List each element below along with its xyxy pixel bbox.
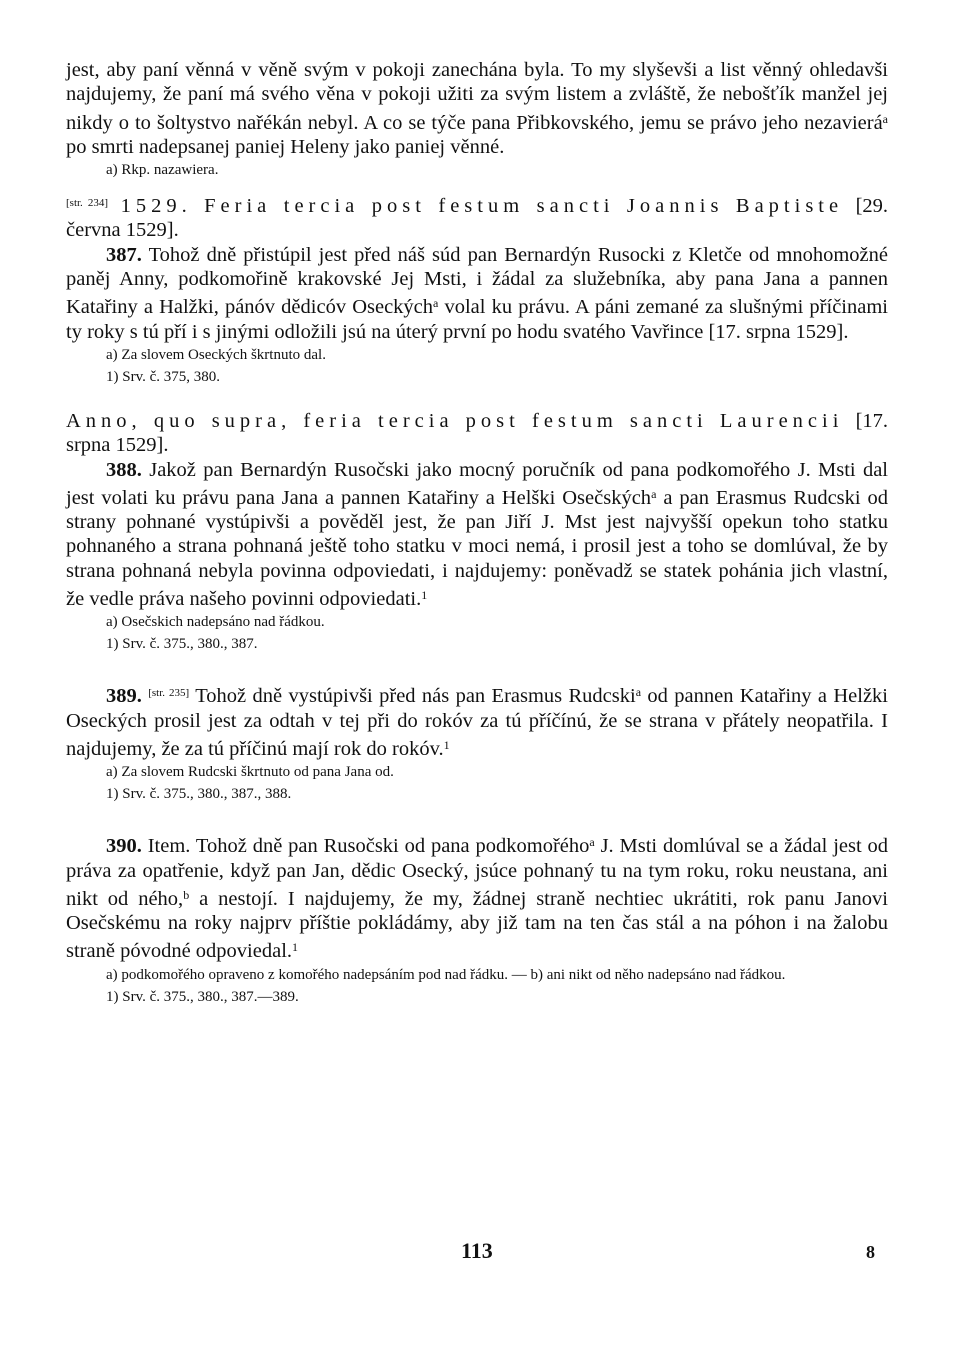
entry-heading bbox=[66, 191, 888, 243]
footnote-text: Za slovem Oseckých škrtnuto dal. bbox=[121, 346, 326, 363]
reference-mark: 1 bbox=[443, 737, 450, 752]
document-page bbox=[66, 58, 888, 1008]
footnote-mark: a) bbox=[106, 614, 118, 631]
note-mark: a bbox=[635, 685, 642, 700]
note-mark: a bbox=[589, 835, 595, 850]
text: jest, aby paní věnná v věně svým v pokoji zanechána byla. To my slyševši a list věnný ohledavši najdujemy, že paní má svého věna v pokoji užiti za svým listem a zvláště, že nebošťík manžel jej nikdy o to šoltystvo nařékán nebyl. A co se týče pana Přibkovského, jemu se právo jeho nezavierá bbox=[66, 59, 888, 134]
note-mark: a bbox=[882, 111, 888, 126]
entry-390 bbox=[66, 830, 888, 963]
note-mark: b bbox=[183, 887, 190, 902]
footnote-text: podkomořého opraveno z komořého nadepsáním pod nad řádku. — b) ani nikt od něho nadepsáno nad řádkou. bbox=[121, 966, 786, 983]
footnote-text: Za slovem Rudcski škrtnuto od pana Jana od. bbox=[121, 764, 394, 781]
page-footer bbox=[0, 1238, 960, 1268]
text: Jakož pan Bernardýn Rusočski jako mocný poručník od pana podkomořého J. Msti dal jest volati ku právu pana Jana a pannen Katařiny a Helški Osečských bbox=[66, 458, 889, 509]
footnote bbox=[66, 633, 888, 655]
footnote-text: Srv. č. 375, 380. bbox=[122, 368, 221, 385]
entry-number: 387. bbox=[106, 243, 142, 266]
reference-mark: 1 bbox=[292, 940, 299, 955]
footnote bbox=[66, 986, 888, 1008]
entry-number: 389. bbox=[106, 685, 142, 708]
reference-mark: 1 bbox=[421, 588, 428, 603]
footnote-mark: a) bbox=[106, 966, 118, 983]
footnote-mark: 1) bbox=[106, 368, 119, 385]
footnote-text: Srv. č. 375., 380., 387.—389. bbox=[122, 988, 299, 1005]
footnote bbox=[66, 159, 888, 181]
heading-text: Anno, quo supra, feria tercia post festum sancti Laurencii bbox=[66, 409, 844, 432]
margin-page-ref: [str. 235] bbox=[148, 687, 190, 700]
note-mark: a bbox=[433, 296, 439, 311]
page-number: 113 bbox=[461, 1238, 493, 1263]
footnote-mark: a) bbox=[106, 764, 118, 781]
entry-387 bbox=[66, 243, 888, 344]
footnote-text: Srv. č. 375., 380., 387. bbox=[122, 636, 258, 653]
heading-text: 1529. Feria tercia post festum sancti Joannis Baptiste bbox=[120, 195, 844, 218]
footnote bbox=[66, 964, 888, 986]
entry-389 bbox=[66, 680, 888, 761]
footnote-text: Osečskich nadepsáno nad řádkou. bbox=[121, 614, 325, 631]
text: Tohož dně přistúpil jest před náš súd pan Bernardýn Rusocki z Kletče od mnohomožné paněj Anny, podkomořině krakovské Jej Msti, i žádal za služebníka, aby pana Jana a pannen Katařiny a Halžki, pánóv dědicóv Oseckých bbox=[66, 243, 888, 319]
margin-page-ref: [str. 234] bbox=[66, 197, 109, 210]
footnote bbox=[66, 344, 888, 366]
footnote-mark: a) bbox=[106, 346, 118, 363]
text: J. Msti domlúval se a žádal jest od práva za opatřenie, když pan Jan, dědic Osecký, jsúce pohnaný tu na tym roku, roku neustana, ani nikt od ného, bbox=[66, 835, 889, 910]
text: a pan Erasmus Rudcski od strany pohnané vystúpivši a pověděl jest, že pan Jiří J. Mst jest najvyšší opekun toho statku pohnaného a strana pohnaná ještě toho statku v moci nemá, i prosil jest a toho se domlúval, že by strana pohnaná nebyla povinna odpoviedati, i najdujemy: poněvadž se statek pohánia jich vlastní, že vedle práva našeho povinni odpoviedati. bbox=[66, 486, 889, 611]
text: od pannen Katařiny a Helžki Oseckých prosil jest za odtah v tej při do rokóv za tú příčínú, že se strana v přátely neopatřila. I najdujemy, že za tú příčinú mají rok do rokóv. bbox=[66, 685, 888, 760]
entry-number: 388. bbox=[106, 458, 142, 481]
heading-date: [17. srpna 1529]. bbox=[66, 409, 889, 457]
footnote-mark: 1) bbox=[106, 636, 119, 653]
entry-number: 390. bbox=[106, 835, 142, 858]
footnote-mark: 1) bbox=[106, 786, 119, 803]
footnote bbox=[66, 783, 888, 805]
entry-388 bbox=[66, 458, 888, 612]
footnote-text: Rkp. nazawiera. bbox=[121, 162, 219, 179]
text: a nestojí. I najdujemy, že my, žádnej straně nechtiec ukrátiti, rok panu Janovi Osečskému na roky najprv příštie pokládámy, aby již tam na ten čas stál a na póhon i na žalobu straně póvodné odpoviedal. bbox=[66, 887, 888, 963]
footnote bbox=[66, 611, 888, 633]
entry-heading bbox=[66, 409, 888, 458]
footnote-mark: 1) bbox=[106, 988, 119, 1005]
note-mark: a bbox=[651, 486, 657, 501]
footnote-text: Srv. č. 375., 380., 387., 388. bbox=[122, 786, 292, 803]
heading-date: [29. června 1529]. bbox=[66, 195, 889, 242]
text: Item. Tohož dně pan Rusočski od pana podkomořého bbox=[147, 835, 590, 858]
text: Tohož dně vystúpivši před nás pan Erasmus Rudcski bbox=[195, 685, 636, 708]
footnote bbox=[66, 366, 888, 388]
text: po smrti nadepsanej paniej Heleny jako paniej věnné. bbox=[66, 135, 505, 158]
text: volal ku právu. A páni zemané za slušnými příčinami ty roky s tú pří i s jinými odložili jsú na úterý první po hodu svatého Vavřince [17. srpna 1529]. bbox=[66, 296, 888, 343]
paragraph-continuation bbox=[66, 58, 888, 159]
footnote bbox=[66, 761, 888, 783]
footnote-mark: a) bbox=[106, 162, 118, 179]
signature-mark: 8 bbox=[866, 1242, 875, 1262]
